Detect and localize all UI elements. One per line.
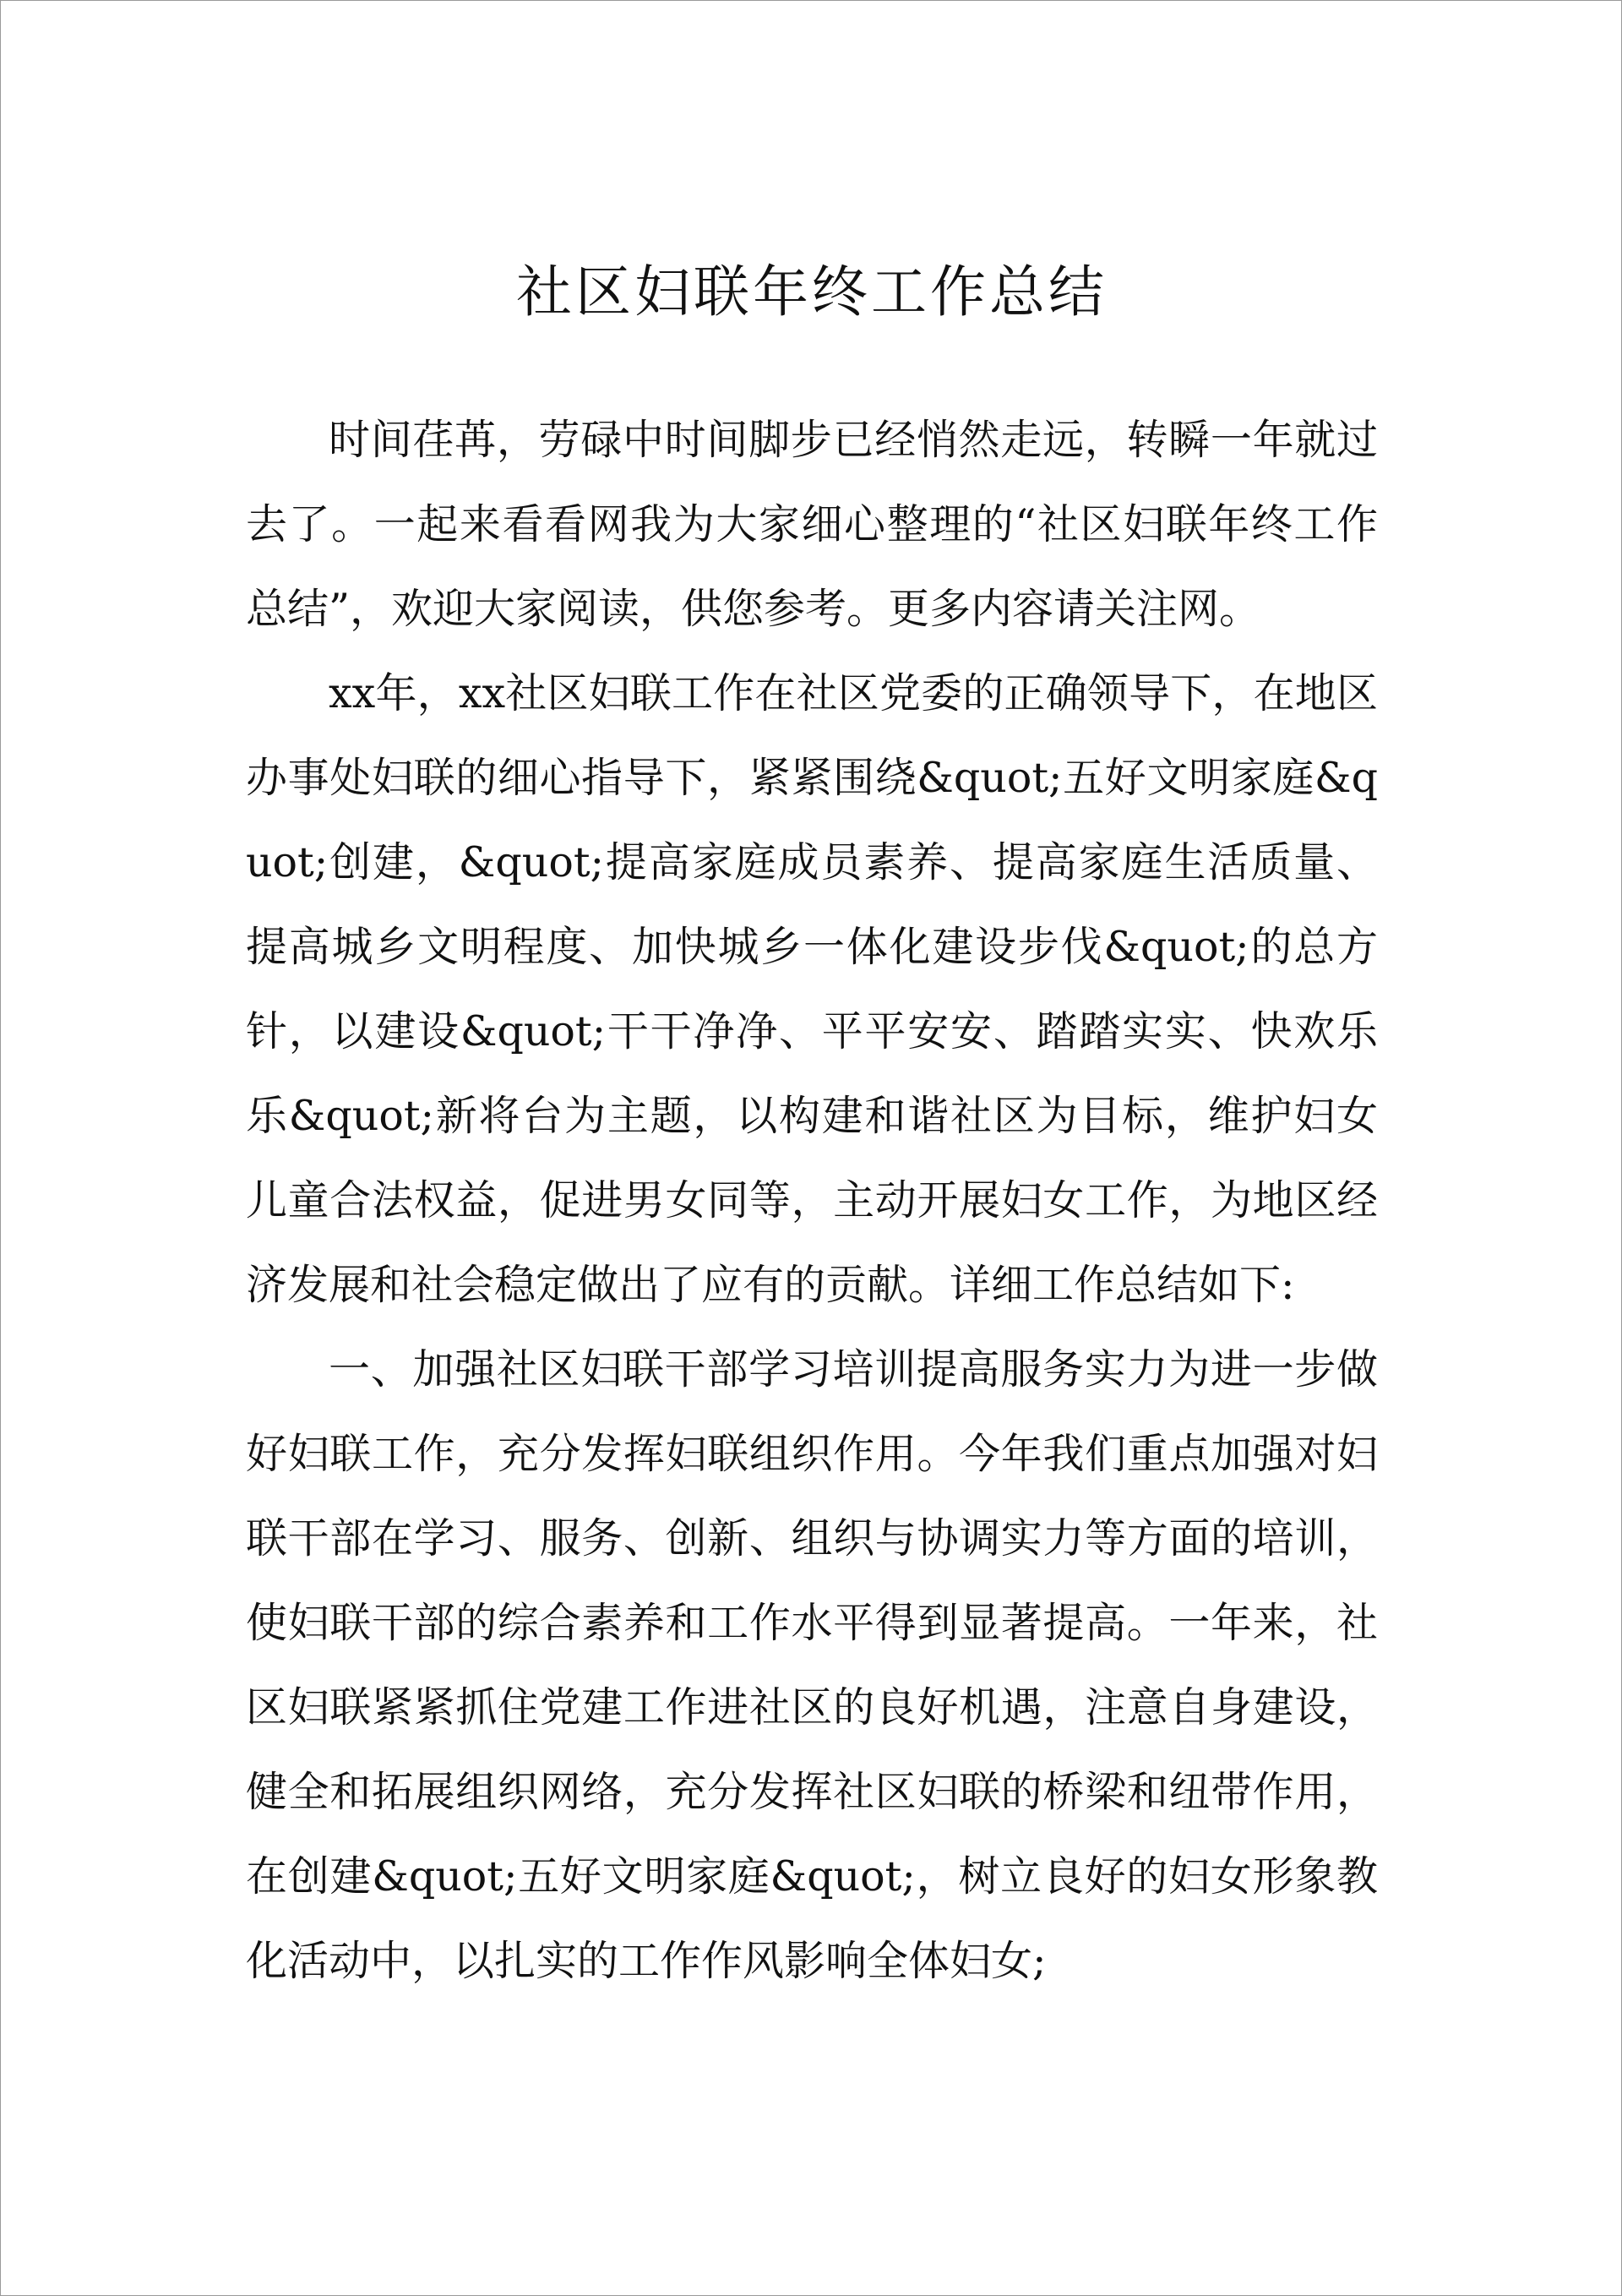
- document-title: 社区妇联年终工作总结: [516, 259, 1108, 324]
- paragraph-section-one: 一、加强社区妇联干部学习培训提高服务实力为进一步做好妇联工作，充分发挥妇联组织作用。今年我们重点加强对妇联干部在学习、服务、创新、组织与协调实力等方面的培训，使妇联干部的综合素养和工作水平得到显著提高。一年来，社区妇联紧紧抓住党建工作进社区的良好机遇，注意自身建设，健全和拓展组织网络，充分发挥社区妇联的桥梁和纽带作用，在创建&quot;五好文明家庭&quot;，树立良好的妇女形象教化活动中，以扎实的工作作风影响全体妇女;: [246, 1345, 1378, 1985]
- document-body: [246, 398, 1378, 2004]
- paragraph-intro: 时间荏苒，劳碌中时间脚步已经悄然走远，转瞬一年就过去了。一起来看看网我为大家细心整理的“社区妇联年终工作总结”，欢迎大家阅读，供您参考。更多内容请关注网。: [246, 416, 1378, 633]
- paragraph-overview: xx年，xx社区妇联工作在社区党委的正确领导下，在地区办事处妇联的细心指导下，紧紧围绕&quot;五好文明家庭&quot;创建，&quot;提高家庭成员素养、提高家庭生活质量、提高城乡文明程度、加快城乡一体化建设步伐&quot;的总方针，以建设&quot;干干净净、平平安安、踏踏实实、快欢乐乐&quot;新将台为主题，以构建和谐社区为目标，维护妇女儿童合法权益，促进男女同等，主动开展妇女工作，为地区经济发展和社会稳定做出了应有的贡献。详细工作总结如下:: [246, 669, 1378, 1309]
